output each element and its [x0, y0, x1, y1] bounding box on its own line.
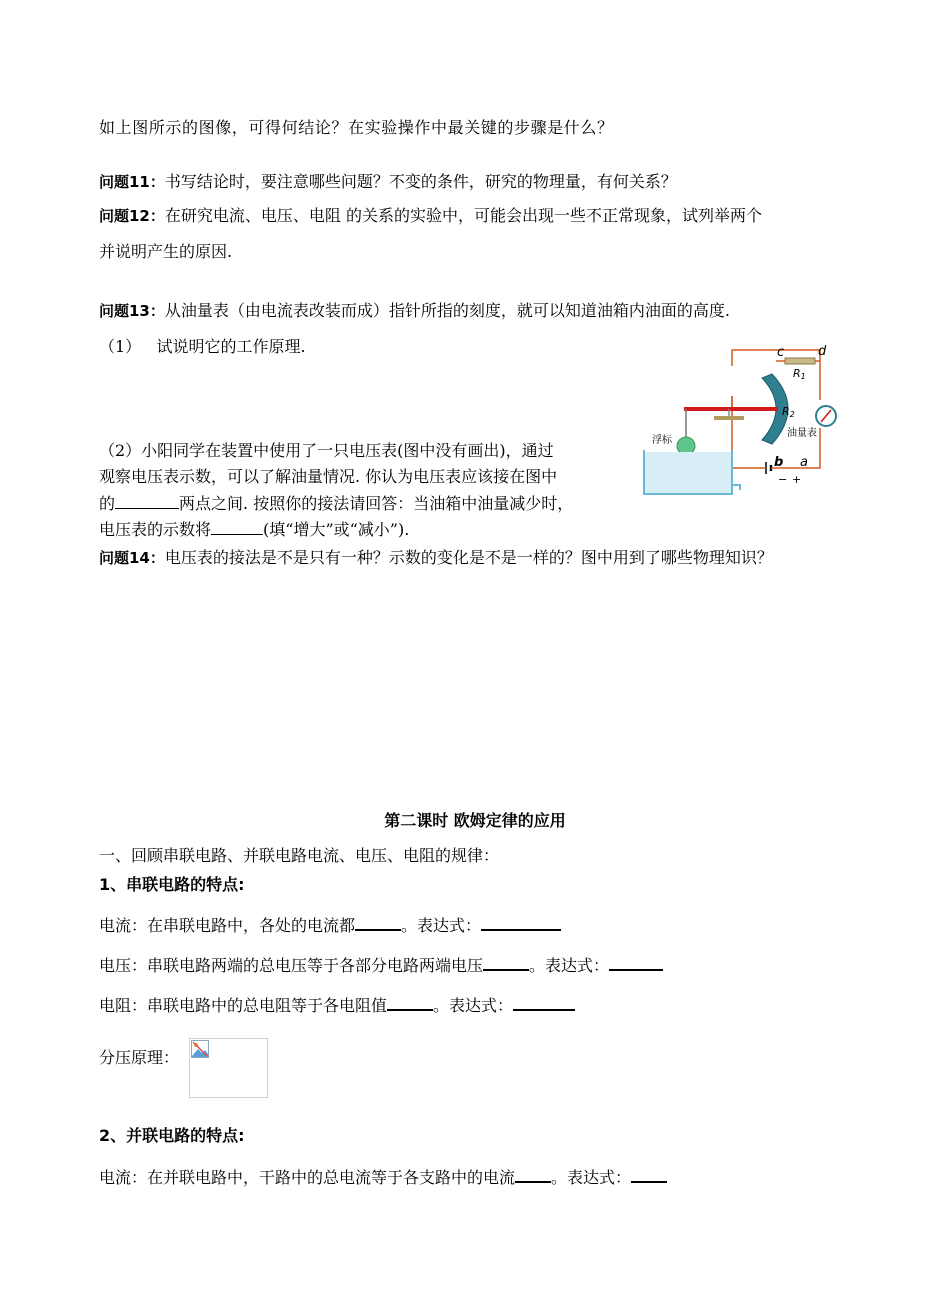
parallel-current-expr: 。表达式： [551, 1168, 632, 1187]
question-intro: 如上图所示的图像，可得何结论？在实验操作中最关键的步骤是什么？ [99, 118, 614, 137]
series-voltage-expr: 。表达式： [529, 956, 610, 975]
lesson-title: 第二课时 欧姆定律的应用 [384, 811, 566, 830]
label-float: 浮标 [652, 435, 672, 446]
label-plus: + [792, 473, 802, 486]
parallel-current [99, 1166, 667, 1188]
blank-series-current-expr[interactable] [481, 914, 561, 931]
question-11 [99, 172, 677, 192]
series-current [99, 914, 561, 936]
blank-series-voltage-expr[interactable] [609, 954, 663, 971]
blank-series-resistance-expr[interactable] [513, 994, 575, 1011]
question-13-part2-line2: 观察电压表示数，可以了解油量情况. 你认为电压表应该接在图中 [99, 467, 558, 486]
question-13-part2-line4 [99, 519, 409, 540]
question-13-part2-line1: （2）小阳同学在装置中使用了一只电压表(图中没有画出)，通过 [99, 441, 554, 460]
series-resistance-text: 电阻：串联电路中的总电阻等于各电阻值 [99, 996, 388, 1015]
label-r1: R1 [793, 367, 806, 381]
question-14 [99, 548, 773, 568]
series-voltage [99, 954, 663, 976]
review-intro: 一、回顾串联电路、并联电路电流、电压、电阻的规律： [99, 846, 500, 865]
oil-level [645, 452, 731, 493]
broken-image-icon [191, 1040, 209, 1058]
q13-text-c: 电压表的示数将 [99, 520, 212, 539]
blank-series-current[interactable] [355, 914, 401, 931]
answer-blank-reading[interactable] [211, 519, 263, 535]
series-heading: 1、串联电路的特点: [99, 875, 245, 894]
question-14-text: 电压表的接法是不是只有一种？示数的变化是不是一样的？图中用到了哪些物理知识？ [164, 548, 773, 567]
blank-parallel-current[interactable] [515, 1166, 551, 1183]
series-current-text: 电流：在串联电路中，各处的电流都 [99, 916, 356, 935]
r1-resistor [785, 358, 815, 364]
series-voltage-text: 电压：串联电路两端的总电压等于各部分电路两端电压 [99, 956, 484, 975]
blank-series-resistance[interactable] [387, 994, 433, 1011]
parallel-heading: 2、并联电路的特点: [99, 1126, 245, 1145]
divider-principle: 分压原理： [99, 1048, 180, 1067]
q13-text-d: (填“增大”或“减小”). [263, 520, 410, 539]
question-11-text: 书写结论时，要注意哪些问题？不变的条件，研究的物理量，有何关系？ [164, 172, 677, 191]
broken-image-placeholder [189, 1038, 268, 1098]
question-13-label: 问题13： [99, 302, 165, 320]
blank-series-voltage[interactable] [483, 954, 529, 971]
label-minus: − [778, 473, 788, 486]
label-b: b [774, 455, 784, 470]
question-12-text: 在研究电流、电压、电阻 的关系的实验中，可能会出现一些不正常现象，试列举两个 [164, 206, 762, 225]
q13-text-b: 两点之间. 按照你的接法请回答：当油箱中油量减少时， [179, 494, 574, 513]
series-current-expr: 。表达式： [401, 916, 482, 935]
question-13-part1: （1） 试说明它的工作原理. [99, 337, 306, 356]
question-13-text: 从油量表（由电流表改装而成）指针所指的刻度，就可以知道油箱内油面的高度. [164, 301, 730, 320]
question-13-part2-line3 [99, 493, 573, 514]
pivot [714, 416, 744, 420]
question-13 [99, 301, 730, 321]
series-resistance-expr: 。表达式： [433, 996, 514, 1015]
label-a: a [800, 455, 808, 470]
question-14-label: 问题14： [99, 549, 165, 567]
answer-blank-points[interactable] [115, 493, 179, 509]
question-12-label: 问题12： [99, 207, 165, 225]
series-resistance [99, 994, 575, 1016]
question-12 [99, 206, 762, 226]
parallel-current-text: 电流：在并联电路中，干路中的总电流等于各支路中的电流 [99, 1168, 516, 1187]
label-c: c [777, 345, 785, 360]
question-11-label: 问题11： [99, 173, 165, 191]
oil-gauge-diagram [640, 340, 850, 500]
q13-text-a: 的 [99, 494, 116, 513]
label-meter: 油量表 [787, 428, 817, 439]
question-12-line2: 并说明产生的原因. [99, 242, 233, 261]
label-r2: R2 [782, 405, 795, 419]
label-d: d [818, 344, 827, 359]
blank-parallel-current-expr[interactable] [631, 1166, 667, 1183]
